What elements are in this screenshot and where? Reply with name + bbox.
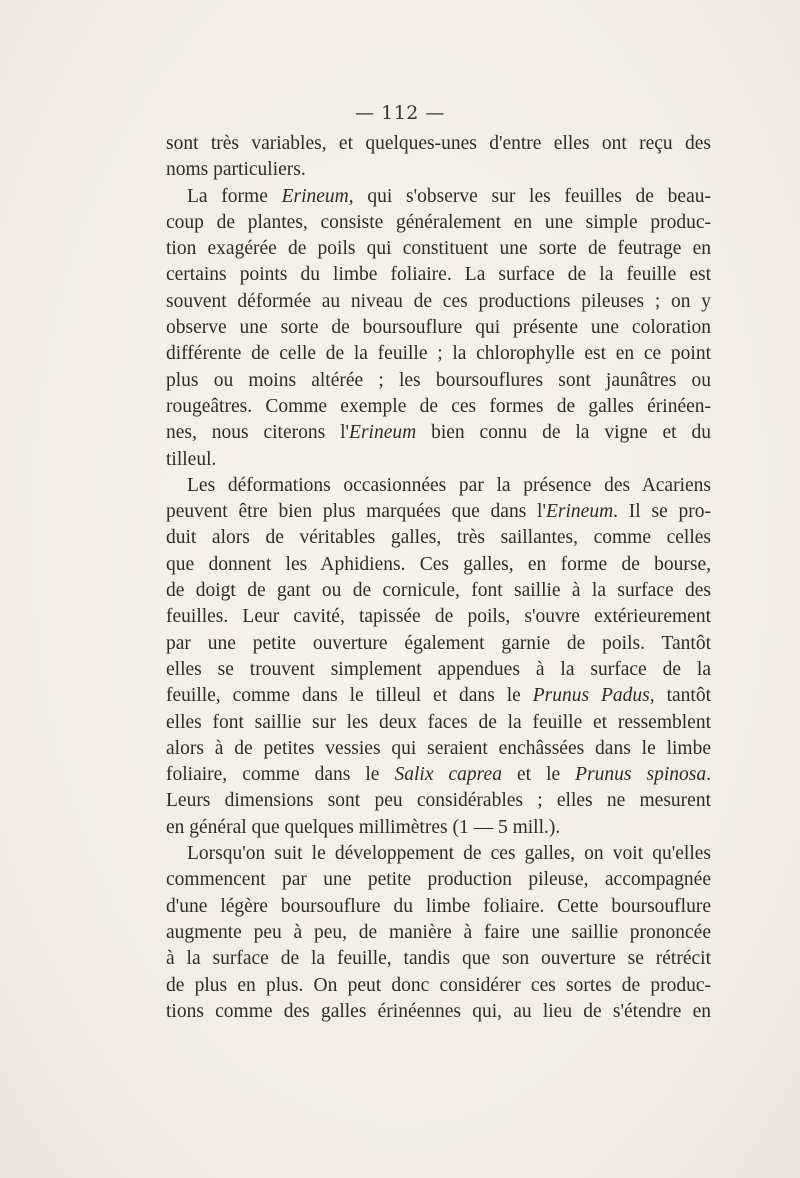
text-line: certains points du limbe foliaire. La surface de la feuille est <box>166 264 711 286</box>
text-line: plus ou moins altérée ; les boursouflures sont jaunâtres ou <box>166 369 711 391</box>
text-line: nes, nous citerons l'Erineum bien connu de la vigne et du <box>166 422 711 444</box>
text-line: que donnent les Aphidiens. Ces galles, en forme de bourse, <box>166 553 711 575</box>
text-line: feuilles. Leur cavité, tapissée de poils, s'ouvre extérieurement <box>166 606 711 628</box>
text-line: duit alors de véritables galles, très saillantes, comme celles <box>166 527 711 549</box>
text-line: elles se trouvent simplement appendues à la surface de la <box>166 658 711 680</box>
text-line: augmente peu à peu, de manière à faire une saillie prononcée <box>166 921 711 943</box>
text-line: d'une légère boursouflure du limbe foliaire. Cette boursouflure <box>166 895 711 917</box>
text-line: Leurs dimensions sont peu considérables ; elles ne mesurent <box>166 790 711 812</box>
body-text <box>166 131 711 1025</box>
text-line: feuille, comme dans le tilleul et dans le Prunus Padus, tantôt <box>166 685 711 707</box>
text-line: coup de plantes, consiste généralement en une simple produc- <box>166 211 711 233</box>
text-line: foliaire, comme dans le Salix caprea et le Prunus spinosa. <box>166 764 712 786</box>
text-line: Lorsqu'on suit le développement de ces galles, on voit qu'elles <box>187 843 711 865</box>
text-line: différente de celle de la feuille ; la chlorophylle est en ce point <box>166 343 711 365</box>
text-line: rougeâtres. Comme exemple de ces formes de galles érinéen- <box>166 395 711 417</box>
text-line: de plus en plus. On peut donc considérer ces sortes de produc- <box>166 974 711 996</box>
text-line: souvent déformée au niveau de ces productions pileuses ; on y <box>166 290 711 312</box>
text-line: alors à de petites vessies qui seraient enchâssées dans le limbe <box>166 737 711 759</box>
text-line: La forme Erineum, qui s'observe sur les feuilles de beau- <box>187 185 711 207</box>
text-line: elles font saillie sur les deux faces de la feuille et ressemblent <box>166 711 711 733</box>
text-line: observe une sorte de boursouflure qui présente une coloration <box>166 317 711 339</box>
text-line: peuvent être bien plus marquées que dans l'Erineum. Il se pro- <box>166 501 711 523</box>
text-line: noms particuliers. <box>166 159 306 181</box>
page-number: — 112 — <box>355 102 445 124</box>
text-line: par une petite ouverture également garnie de poils. Tantôt <box>166 632 711 654</box>
text-line: tion exagérée de poils qui constituent une sorte de feutrage en <box>166 238 711 260</box>
text-line: sont très variables, et quelques-unes d'entre elles ont reçu des <box>166 133 711 154</box>
text-line: tilleul. <box>166 448 217 470</box>
text-line: à la surface de la feuille, tandis que son ouverture se rétrécit <box>166 948 711 970</box>
text-line: de doigt de gant ou de cornicule, font saillie à la surface des <box>166 580 711 602</box>
text-line: commencent par une petite production pileuse, accompagnée <box>166 869 711 891</box>
text-line: en général que quelques millimètres (1 — 5 mill.). <box>166 816 561 838</box>
text-line: Les déformations occasionnées par la présence des Acariens <box>187 474 711 496</box>
text-line: tions comme des galles érinéennes qui, au lieu de s'étendre en <box>166 1000 711 1022</box>
